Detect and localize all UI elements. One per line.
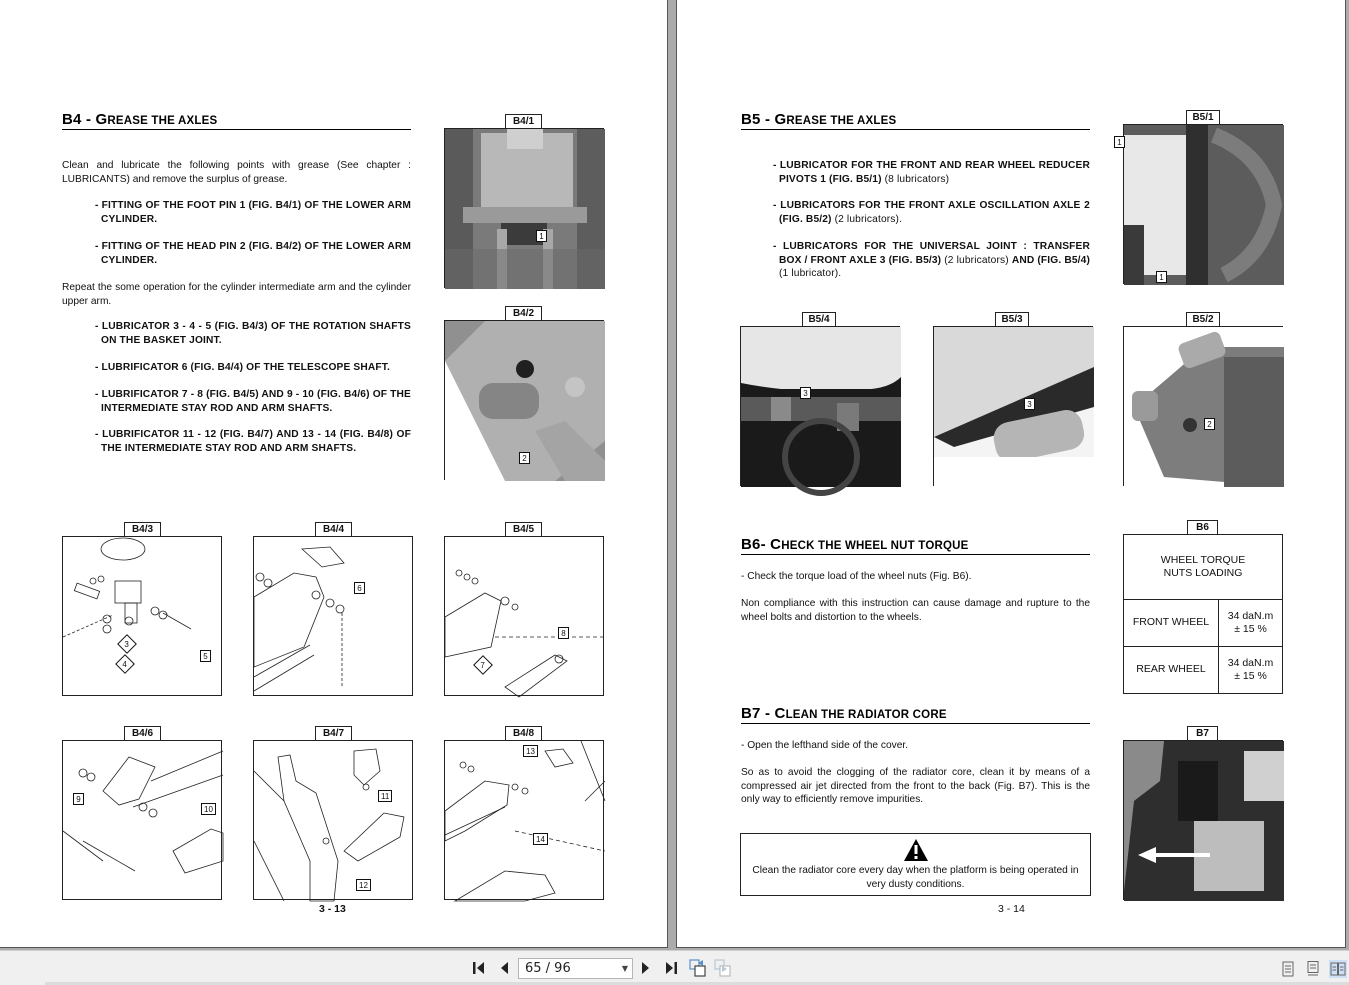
callout-3-b5-3: 3 [1024,398,1035,410]
previous-view-icon [689,959,707,977]
fig-label-b5-1: B5/1 [1186,110,1220,124]
chevron-down-icon: ▼ [621,964,628,973]
fig-label-b4-1: B4/1 [505,114,542,128]
callout-1: 1 [536,230,547,242]
first-page-icon [472,961,488,975]
bullet-note: (2 lubricators) [941,254,1012,266]
b4-bullet-5: - LUBRIFICATOR 7 - 8 (FIG. B4/5) AND 9 - 10 (FIG. B4/6) OF THE INTERMEDIATE STAY ROD AND ARM SHAFTS. [95,389,411,414]
fig-label-b4-8: B4/8 [505,726,542,740]
first-page-button[interactable] [471,959,489,977]
fig-label-b7: B7 [1187,726,1218,740]
warning-box [740,833,1091,896]
last-page-button[interactable] [662,959,680,977]
title-initial: C [770,536,782,553]
b4-intro: Clean and lubricate the following points with grease (See chapter : LUBRICANTS) and remove the surplus of grease. [62,160,411,185]
oscillation-axle-photo [1124,327,1284,487]
bullet-bold: - LUBRICATOR FOR THE FRONT AND REAR WHEEL REDUCER PIVOTS 1 (FIG. B5/1) [773,160,1090,185]
figure-b4-3-diagram [62,536,222,696]
torque-table-header [1124,535,1283,600]
figure-b5-1-photo [1117,124,1283,284]
b5-bullet-3 [773,240,1090,281]
b4-bullet-2: - FITTING OF THE HEAD PIN 2 (FIG. B4/2) OF THE LOWER ARM CYLINDER. [95,241,411,266]
radiator-photo [1124,741,1284,901]
b5-bullet-2 [773,199,1090,226]
page-number-right: 3 - 14 [998,903,1025,915]
title-initial: G [95,111,108,128]
figure-b5-4-photo [740,326,900,486]
transfer-box-photo [934,327,1094,487]
callout-12: 12 [356,879,371,891]
section-code: B4 - [62,111,96,128]
section-code: B6- [741,536,771,553]
arm-shaft-diagram-a [63,741,223,901]
fig-label-b4-6: B4/6 [124,726,161,740]
fig-label-b5-2: B5/2 [1186,312,1220,326]
title-rest: LEAN THE RADIATOR CORE [785,709,947,721]
row-name: FRONT WHEEL [1124,600,1219,647]
bullet-bold: - LUBRICATORS FOR THE FRONT AXLE OSCILLATION AXLE 2 (FIG. B5/2) [773,200,1090,225]
callout-6: 6 [354,582,365,594]
section-title-b5 [741,111,1090,130]
figure-b5-3-photo [933,326,1093,486]
two-page-icon [1330,961,1346,977]
callout-3-b5-4: 3 [800,387,811,399]
prev-page-icon [498,961,510,975]
cylinder-foot-photo [445,129,605,289]
bullet-note-2: (1 lubricator). [779,268,842,279]
fig-label-b5-3: B5/3 [995,312,1029,326]
fig-label-b4-3: B4/3 [124,522,161,536]
row-value [1219,600,1283,647]
callout-8: 8 [558,627,569,639]
navigation-toolbar [0,950,1349,985]
next-page-icon [640,961,652,975]
figure-b4-5-diagram [444,536,604,696]
figure-b4-1-photo [444,128,604,288]
bullet-note: (2 lubricators). [831,213,903,225]
next-page-button[interactable] [637,959,655,977]
b7-line-2: So as to avoid the clogging of the radiator core, clean it by means of a compressed air jet directed from the front to the back (Fig. B7). This is the only way to efficiently remove impurities. [741,767,1090,805]
previous-view-button[interactable] [689,959,707,977]
b4-bullet-1: - FITTING OF THE FOOT PIN 1 (FIG. B4/1) OF THE LOWER ARM CYLINDER. [95,200,411,225]
bullet-note: (8 lubricators) [881,173,950,185]
figure-b4-6-diagram [62,740,222,900]
value-line-1: 34 daN.m [1227,656,1274,669]
figure-b7-photo [1123,740,1283,900]
title-initial: C [774,705,786,722]
arm-shaft-diagram-c [445,741,605,901]
title-rest: HECK THE WHEEL NUT TORQUE [781,540,969,552]
page-number-value: 65 / 96 [525,961,571,976]
value-line-1: 34 daN.m [1227,609,1274,622]
continuous-page-icon [1306,961,1320,977]
section-title-b7 [741,705,1090,724]
section-code: B7 - [741,705,775,722]
callout-9: 9 [73,793,84,805]
callout-10: 10 [201,803,216,815]
last-page-icon [663,961,679,975]
fig-label-b4-5: B4/5 [505,522,542,536]
callout-5: 5 [200,650,211,662]
row-name: REAR WHEEL [1124,647,1219,694]
page-number-select[interactable] [518,958,633,979]
page-number-left: 3 - 13 [319,903,346,915]
header-line-1: WHEEL TORQUE [1160,553,1246,566]
callout-4-text: 4 [122,659,127,669]
title-initial: G [774,111,787,128]
wheel-reducer-photo [1124,125,1284,285]
wheel-torque-table [1123,534,1283,694]
warning-text: Clean the radiator core every day when the platform is being operated in very dusty conditions. [752,865,1079,890]
single-page-view-button[interactable] [1279,960,1297,978]
stay-rod-diagram [445,537,605,697]
fig-label-b4-4: B4/4 [315,522,352,536]
two-page-view-button[interactable] [1329,960,1347,978]
next-view-icon [714,959,732,977]
continuous-view-button[interactable] [1304,960,1322,978]
b4-bullet-6: - LUBRIFICATOR 11 - 12 (FIG. B4/7) AND 13 - 14 (FIG. B4/8) OF THE INTERMEDIATE STAY ROD AND ARM SHAFTS. [95,429,411,454]
callout-1b: 1 [1156,271,1167,283]
value-line-2: ± 15 % [1234,670,1267,682]
value-line-2: ± 15 % [1234,623,1267,635]
section-title-b6 [741,536,1090,555]
section-title-b4 [62,111,411,130]
callout-13: 13 [523,745,538,757]
title-rest: REASE THE AXLES [107,115,218,127]
universal-joint-photo [741,327,901,487]
bullet-bold-2: AND (FIG. B5/4) [1011,254,1090,266]
b4-bullet-4: - LUBRIFICATOR 6 (FIG. B4/4) OF THE TELESCOPE SHAFT. [95,362,390,373]
section-code: B5 - [741,111,775,128]
figure-b5-2-photo [1123,326,1283,486]
figure-b4-2-photo [444,320,604,480]
single-page-icon [1281,961,1295,977]
callout-7-text: 7 [480,660,485,670]
fig-label-b4-2: B4/2 [505,306,542,320]
header-line-2: NUTS LOADING [1163,567,1243,579]
figure-b4-8-diagram [444,740,604,900]
callout-11: 11 [378,790,392,802]
b6-line-2: Non compliance with this instruction can cause damage and rupture to the wheel bolts and distortion to the wheels. [741,598,1090,623]
callout-14: 14 [533,833,548,845]
b5-bullet-1 [773,159,1090,186]
row-value [1219,647,1283,694]
table-row-rear [1124,647,1283,694]
bullet-bold: - LUBRICATORS FOR THE UNIVERSAL JOINT : TRANSFER BOX / FRONT AXLE 3 (FIG. B5/3) [773,241,1090,266]
page-3-14 [676,0,1346,948]
figure-b4-4-diagram [253,536,413,696]
table-row-front [1124,600,1283,647]
fig-label-b6: B6 [1187,520,1218,534]
b4-repeat-text: Repeat the some operation for the cylinder intermediate arm and the cylinder upper arm. [62,282,411,307]
figure-b4-7-diagram [253,740,413,900]
next-view-button[interactable] [714,959,732,977]
prev-page-button[interactable] [495,959,513,977]
warning-icon [903,838,929,862]
b7-line-1: - Open the lefthand side of the cover. [741,740,909,751]
callout-3-text: 3 [124,639,129,649]
arm-shaft-diagram-b [254,741,414,901]
callout-2-b5-2: 2 [1204,418,1215,430]
fig-label-b4-7: B4/7 [315,726,352,740]
callout-1a: 1 [1114,136,1125,148]
fig-label-b5-4: B5/4 [802,312,836,326]
callout-2: 2 [519,452,530,464]
page-3-13 [0,0,668,948]
telescope-shaft-diagram [254,537,414,697]
b6-line-1: - Check the torque load of the wheel nuts (Fig. B6). [741,571,972,582]
b4-bullet-3: - LUBRICATOR 3 - 4 - 5 (FIG. B4/3) OF THE ROTATION SHAFTS ON THE BASKET JOINT. [95,321,411,346]
title-rest: REASE THE AXLES [786,115,897,127]
basket-joint-exploded-diagram [63,537,223,697]
